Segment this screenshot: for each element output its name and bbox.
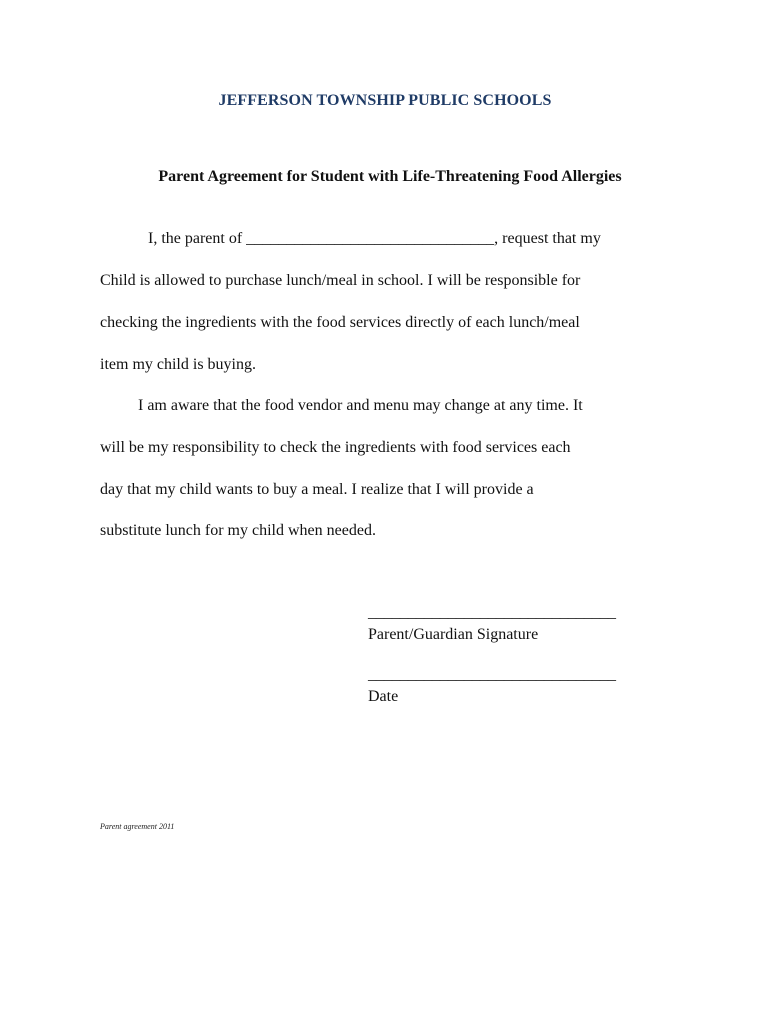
date-blank-line: _______________________________ — [368, 666, 616, 683]
school-name-heading: JEFFERSON TOWNSHIP PUBLIC SCHOOLS — [218, 92, 552, 109]
paragraph2-line2: will be my responsibility to check the ingredients with food services each — [100, 439, 571, 456]
signature-label: Parent/Guardian Signature — [368, 626, 539, 643]
document-title: Parent Agreement for Student with Life-Threatening Food Allergies — [158, 168, 622, 185]
footer-note: Parent agreement 2011 — [100, 822, 175, 831]
paragraph2-line3: day that my child wants to buy a meal. I realize that I will provide a — [100, 481, 534, 498]
paragraph1-line2: Child is allowed to purchase lunch/meal in school. I will be responsible for — [100, 272, 581, 289]
date-label: Date — [368, 688, 399, 705]
paragraph1-line3: checking the ingredients with the food services directly of each lunch/meal — [100, 314, 580, 331]
paragraph1-line1: I, the parent of _______________________________, request that my — [148, 230, 601, 247]
paragraph1-line4: item my child is buying. — [100, 356, 256, 373]
paragraph2-line4: substitute lunch for my child when needed. — [100, 522, 376, 539]
paragraph2-line1: I am aware that the food vendor and menu may change at any time. It — [138, 397, 583, 414]
signature-blank-line: _______________________________ — [368, 604, 616, 621]
